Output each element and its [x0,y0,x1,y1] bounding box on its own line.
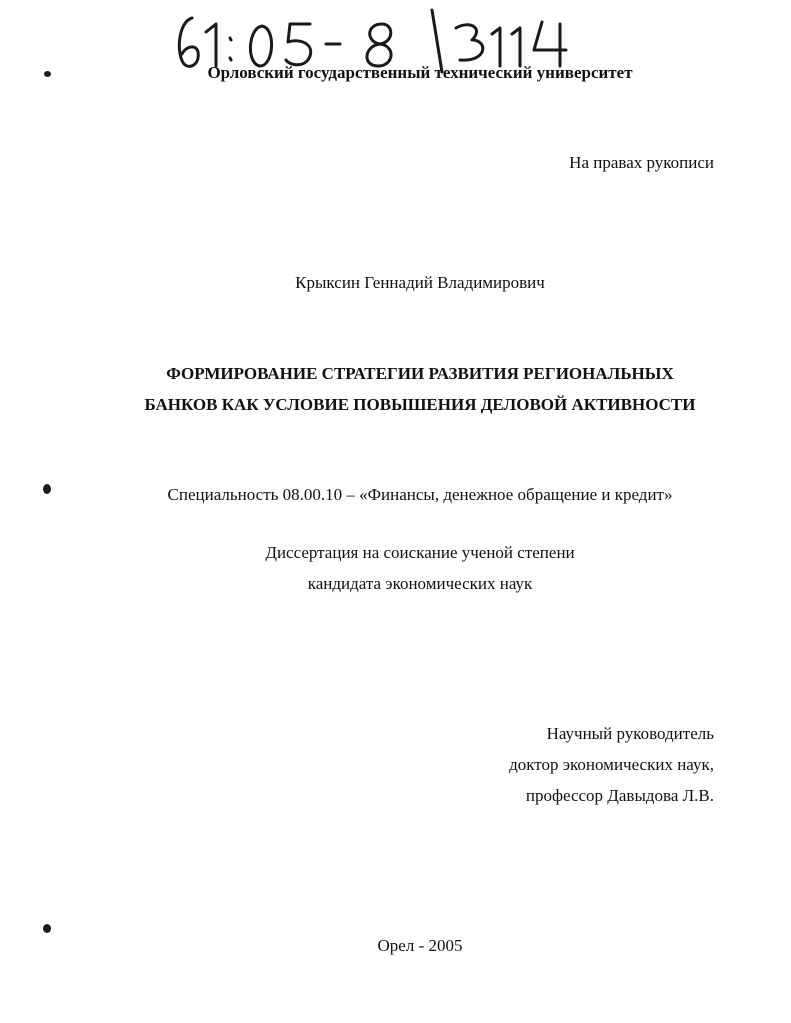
dissertation-title-line-1: ФОРМИРОВАНИЕ СТРАТЕГИИ РАЗВИТИЯ РЕГИОНАЛЬНЫХ [166,364,674,383]
dissertation-title-line-2: БАНКОВ КАК УСЛОВИЕ ПОВЫШЕНИЯ ДЕЛОВОЙ АКТИВНОСТИ [144,395,696,414]
degree-line-2: кандидата экономических наук [307,574,533,593]
supervisor-role: Научный руководитель [546,724,714,743]
city-year: Орел - 2005 [377,936,463,955]
supervisor-degree: доктор экономических наук, [509,755,714,774]
manuscript-note: На правах рукописи [569,153,714,172]
university-name: Орловский государственный технический университет [207,63,633,82]
supervisor-name: профессор Давыдова Л.В. [525,786,714,805]
degree-line-1: Диссертация на соискание ученой степени [265,543,575,562]
author-name: Крыксин Геннадий Владимирович [295,273,545,292]
scan-dot-mark [44,71,51,77]
specialty-line: Специальность 08.00.10 – «Финансы, денежное обращение и кредит» [167,485,673,504]
scan-dot-mark [43,924,51,933]
